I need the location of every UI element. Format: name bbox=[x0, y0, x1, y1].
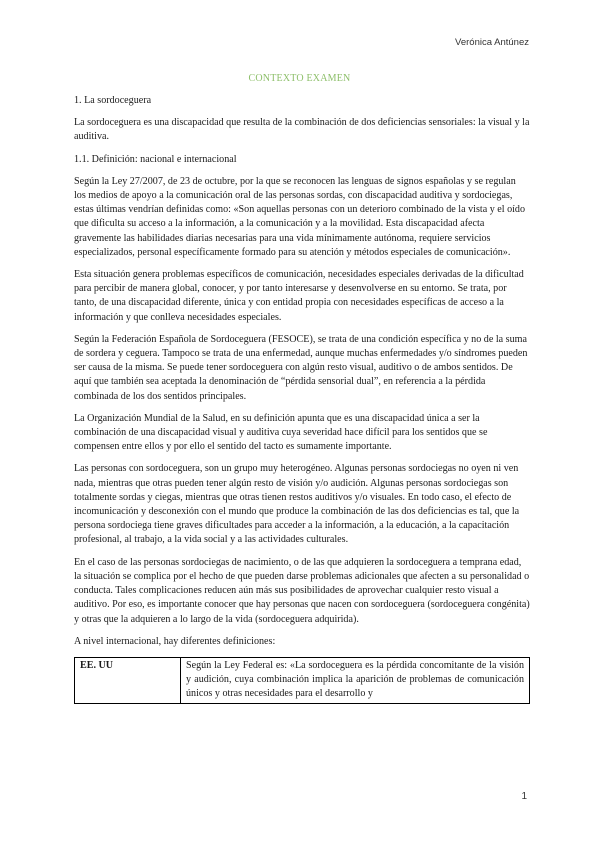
paragraph-intro: La sordoceguera es una discapacidad que resulta de la combinación de dos deficiencias sensoriales: la visual y la auditiva. bbox=[74, 117, 530, 143]
table-row bbox=[75, 657, 530, 703]
table-cell-definition: Según la Ley Federal es: «La sordoceguera es la pérdida concomitante de la visión y audición, cuya combinación implica la aparición de problemas de comunicación únicos y otras necesidades para el desarrollo y bbox=[181, 657, 530, 703]
paragraph-situacion: Esta situación genera problemas específicos de comunicación, necesidades especiales derivadas de la dificultad para percibir de manera global, conocer, y por tanto interesarse y desenvolverse en su entorno. Se trata, por tanto, de una discapacidad diferente, única y con entidad propia con necesidades específicas de acceso a la información y que conlleva necesidades especiales. bbox=[74, 269, 524, 323]
paragraph-personas: Las personas con sordoceguera, son un grupo muy heterogéneo. Algunas personas sordociegas no oyen ni ven nada, mientras que otras pueden tener algún resto de visión y/o audición. Algunas personas sordociegas son totalmente sordas y ciegas, mientras que otras tienen restos auditivos y/o visuales. En todo caso, el efecto de incomunicación y desconexión con el mundo que produce la combinación de las dos deficiencias es tal, que la persona sordociega tiene graves dificultades para acceder a la información, a la educación, a la capacitación profesional, al trabajo, a la vida social y a las actividades culturales. bbox=[74, 463, 520, 546]
paragraph-fesoce: Según la Federación Española de Sordoceguera (FESOCE), se trata de una condición específica y no de la suma de sordera y ceguera. Tampoco se trata de una enfermedad, aunque muchas enfermedades y/o síndromes pueden ser causa de la misma. Se puede tener sordoceguera con algún resto visual, auditivo o de ambos sentidos. De aquí que también sea aceptada la denominación de “pérdida sensorial dual”, en referencia a la pérdida combinada de los dos sentidos principales. bbox=[74, 333, 528, 402]
document-body bbox=[74, 94, 530, 704]
section-heading-1-1: 1.1. Definición: nacional e internacional bbox=[74, 153, 237, 165]
paragraph-oms: La Organización Mundial de la Salud, en su definición apunta que es una discapacidad única a ser la combinación de una discapacidad visual y auditiva cuya severidad hace difícil para los sentidos que se compensen entre ellos y por ello el sentido del tacto es sumamente importante. bbox=[74, 412, 488, 453]
section-heading-1: 1. La sordoceguera bbox=[74, 95, 152, 106]
paragraph-nacimiento: En el caso de las personas sordociegas de nacimiento, o de las que adquieren la sordoceguera a temprana edad, la situación se complica por el hecho de que pueden darse problemas adicionales que afecten a su personalidad o conducta. Tales complicaciones reducen aún más sus posibilidades de aprovechar cualquier resto visual a auditivo. Por eso, es importante conocer que hay personas que nacen con sordoceguera (sordoceguera congénita) y otras que la adquieren a lo largo de la vida (sordoceguera adquirida). bbox=[74, 556, 530, 625]
table-cell-country: EE. UU bbox=[75, 657, 181, 703]
document-title: CONTEXTO EXAMEN bbox=[248, 73, 351, 84]
page-number: 1 bbox=[521, 791, 527, 802]
paragraph-ley: Según la Ley 27/2007, de 23 de octubre, por la que se reconocen las lenguas de signos españolas y se regulan los medios de apoyo a la comunicación oral de las personas sordas, con discapacidad auditiva y sordociegas, estas últimas vendrían definidas como: «Son aquellas personas con un deterioro combinado de la vista y el oído que dificulta su acceso a la información, a la comunicación y a la movilidad. Esta discapacidad afecta gravemente las habilidades diarias necesarias para una vida mínimamente autónoma, requiere servicios especializados, personal específicamente formado para su atención y métodos especiales de comunicación». bbox=[74, 175, 526, 258]
page-header-author: Verónica Antúnez bbox=[455, 37, 529, 48]
definitions-table bbox=[74, 657, 530, 704]
paragraph-internacional: A nivel internacional, hay diferentes definiciones: bbox=[74, 635, 276, 647]
